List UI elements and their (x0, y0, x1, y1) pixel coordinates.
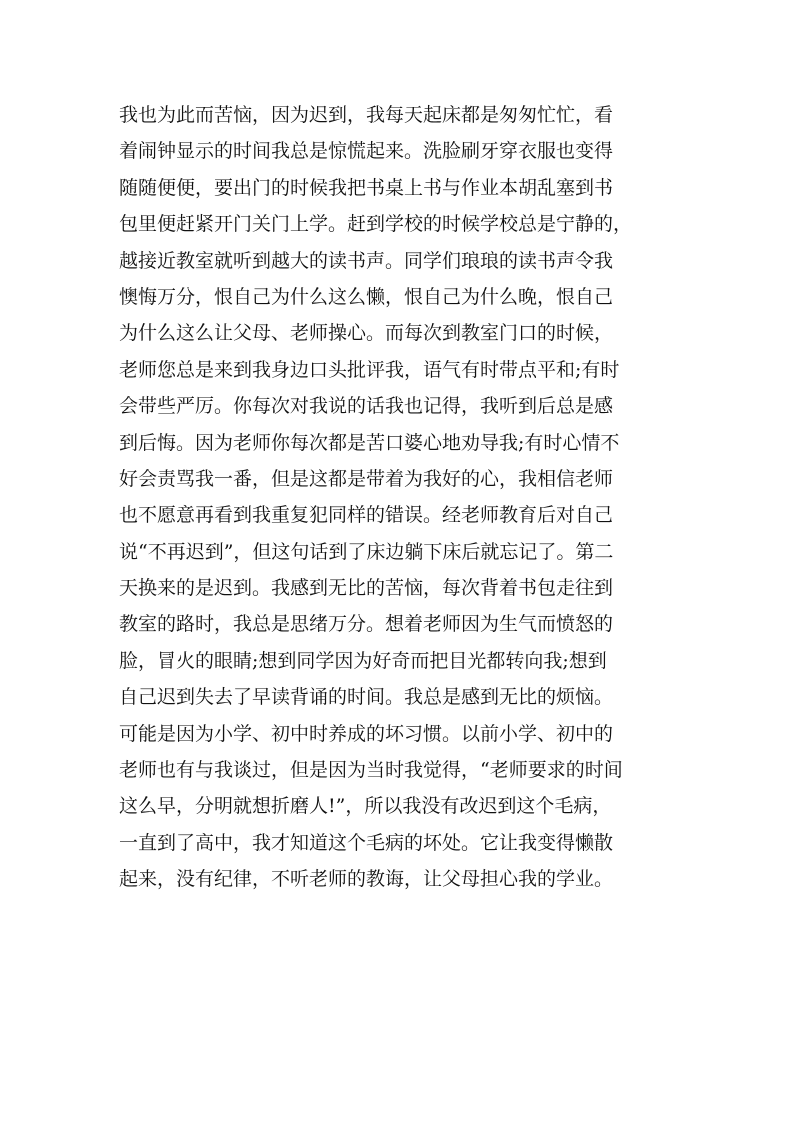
text-line-1: 我也为此而苦恼，因为迟到，我每天起床都是匆匆忙忙，看 (119, 104, 614, 126)
text-line-19: 老师也有与我谈过，但是因为当时我觉得，“老师要求的时间 (119, 759, 623, 782)
text-line-21: 一直到了高中，我才知道这个毛病的坏处。它让我变得懒散 (119, 831, 614, 854)
text-line-6: 懊悔万分，恨自己为什么这么懒，恨自己为什么晚，恨自己 (119, 285, 614, 308)
text-line-9: 会带些严厉。你每次对我说的话我也记得，我听到后总是感 (119, 395, 614, 418)
text-line-13: 说“不再迟到”，但这句话到了床边躺下床后就忘记了。第二 (119, 540, 614, 563)
text-line-14: 天换来的是迟到。我感到无比的苦恼，每次背着书包走往到 (119, 577, 614, 600)
text-line-4: 包里便赶紧开门关门上学。赶到学校的时候学校总是宁静的， (119, 213, 633, 236)
text-line-3: 随随便便，要出门的时候我把书桌上书与作业本胡乱塞到书 (119, 176, 614, 199)
text-line-11: 好会责骂我一番，但是这都是带着为我好的心，我相信老师 (119, 467, 614, 490)
text-line-8: 老师您总是来到我身边口头批评我，语气有时带点平和;有时 (119, 358, 620, 381)
text-line-17: 自己迟到失去了早读背诵的时间。我总是感到无比的烦恼。 (119, 686, 614, 709)
text-line-2: 着闹钟显示的时间我总是惊慌起来。洗脸刷牙穿衣服也变得 (119, 140, 614, 163)
text-line-20: 这么早，分明就想折磨人!”，所以我没有改迟到这个毛病， (119, 795, 612, 818)
text-line-18: 可能是因为小学、初中时养成的坏习惯。以前小学、初中的 (119, 722, 614, 745)
text-line-5: 越接近教室就听到越大的读书声。同学们琅琅的读书声令我 (119, 249, 614, 272)
body-text (119, 97, 679, 898)
text-line-12: 也不愿意再看到我重复犯同样的错误。经老师教育后对自己 (119, 504, 614, 527)
text-line-16: 脸，冒火的眼睛;想到同学因为好奇而把目光都转向我;想到 (119, 649, 607, 672)
text-line-15: 教室的路时，我总是思绪万分。想着老师因为生气而愤怒的 (119, 613, 614, 636)
text-line-7: 为什么这么让父母、老师操心。而每次到教室门口的时候， (119, 322, 614, 345)
text-line-10: 到后悔。因为老师你每次都是苦口婆心地劝导我;有时心情不 (119, 431, 620, 454)
text-line-22: 起来，没有纪律，不听老师的教诲，让父母担心我的学业。 (119, 868, 614, 891)
